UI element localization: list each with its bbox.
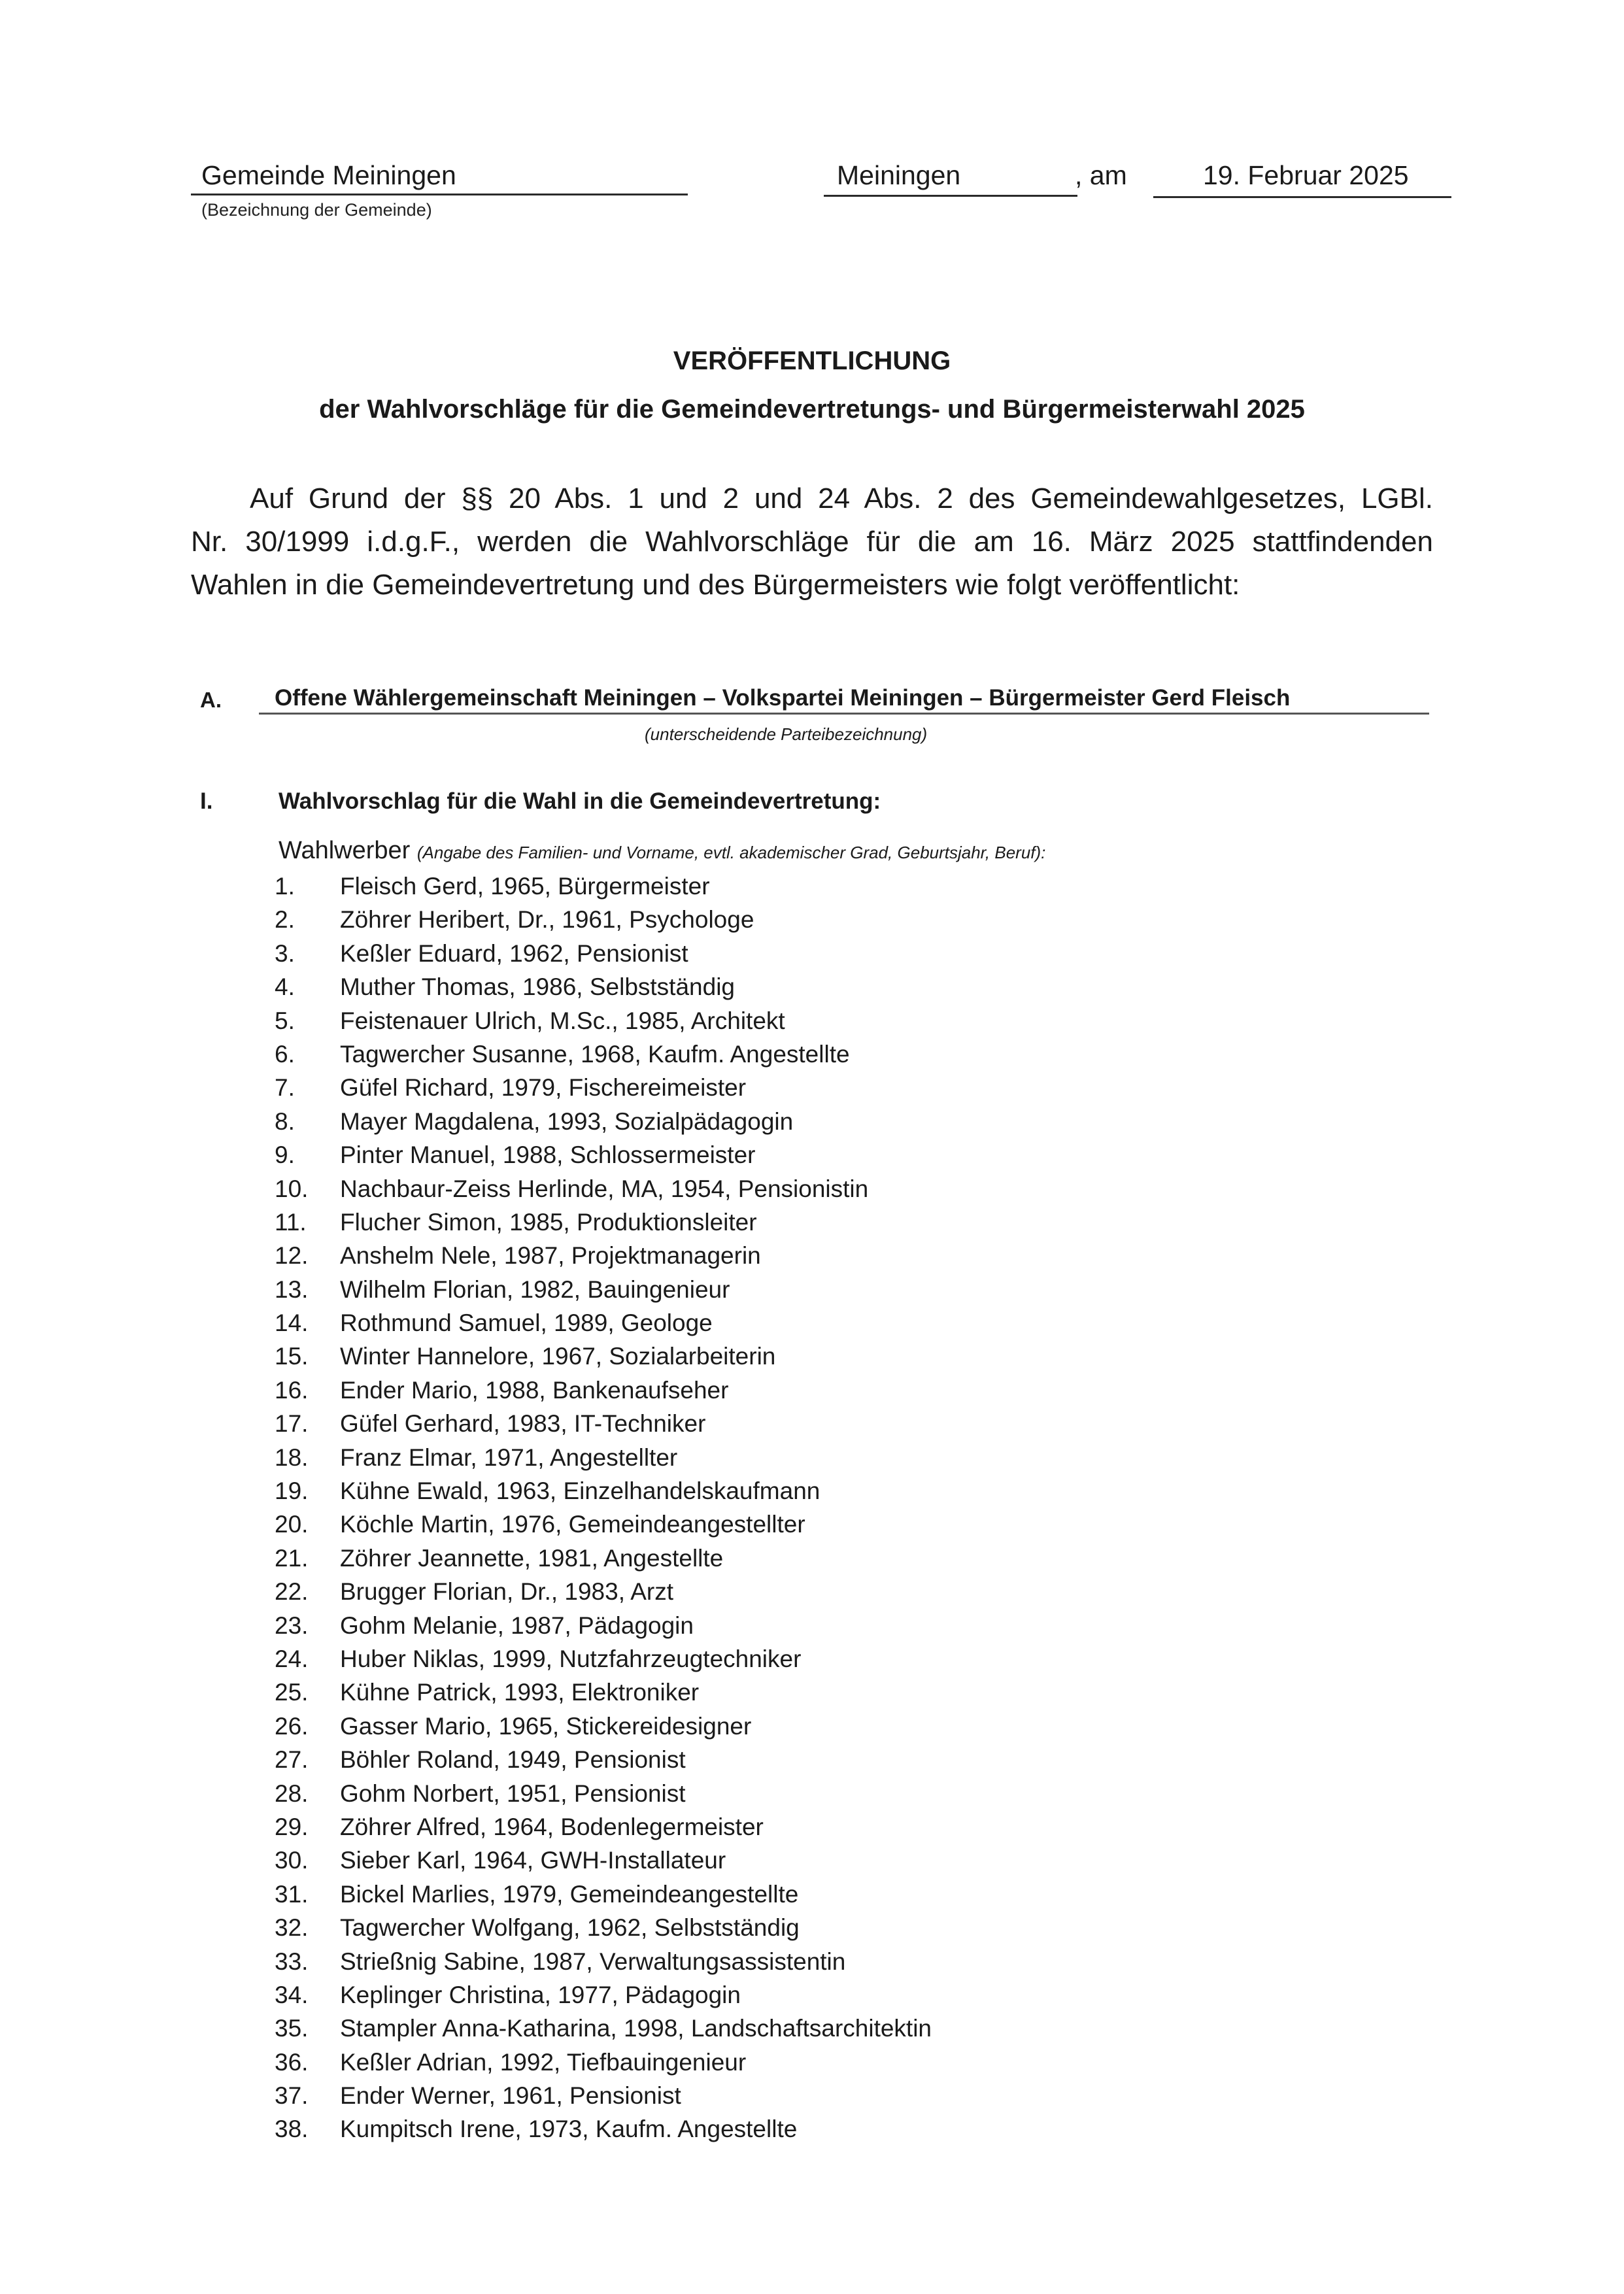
candidate-row	[275, 1340, 932, 1373]
candidate-row	[275, 1878, 932, 1911]
candidate-row	[275, 1575, 932, 1608]
candidate-row	[275, 1844, 932, 1877]
candidate-number: 14.	[275, 1309, 309, 1337]
candidate-number: 31.	[275, 1880, 309, 1908]
candidate-number: 25.	[275, 1679, 309, 1706]
candidate-row	[275, 1710, 932, 1743]
candidate-row	[275, 1306, 932, 1340]
candidate-entry: Köchle Martin, 1976, Gemeindeangestellter	[340, 1511, 805, 1538]
intro-line-1: Auf Grund der §§ 20 Abs. 1 und 2 und 24 Abs. 2 des Gemeindewahlgesetzes, LGBl.	[250, 482, 1433, 514]
party-name: Offene Wählergemeinschaft Meiningen – Volkspartei Meiningen – Bürgermeister Gerd Fleisch	[275, 685, 1291, 711]
candidate-number: 30.	[275, 1847, 309, 1874]
candidate-number: 36.	[275, 2048, 309, 2076]
candidate-row	[275, 1441, 932, 1474]
candidates-label-note: (Angabe des Familien- und Vorname, evtl. akademischer Grad, Geburtsjahr, Beruf):	[416, 843, 1046, 862]
candidate-row	[275, 1945, 932, 1978]
candidate-number: 4.	[275, 973, 295, 1001]
place-name: Meiningen	[837, 160, 961, 190]
candidate-entry: Brugger Florian, Dr., 1983, Arzt	[340, 1578, 674, 1606]
candidate-row	[275, 1676, 932, 1709]
candidate-row	[275, 1743, 932, 1776]
candidate-number: 8.	[275, 1107, 295, 1135]
candidate-row	[275, 1273, 932, 1306]
candidate-number: 18.	[275, 1443, 309, 1471]
candidate-entry: Kühne Patrick, 1993, Elektroniker	[340, 1679, 700, 1706]
candidate-number: 9.	[275, 1141, 295, 1169]
candidate-entry: Gohm Norbert, 1951, Pensionist	[340, 1780, 686, 1807]
candidate-number: 23.	[275, 1611, 309, 1639]
candidate-row	[275, 869, 932, 903]
candidate-entry: Feistenauer Ulrich, M.Sc., 1985, Architekt	[340, 1007, 785, 1034]
candidate-number: 3.	[275, 939, 295, 967]
candidate-row	[275, 1138, 932, 1172]
candidate-number: 37.	[275, 2082, 309, 2110]
candidate-number: 29.	[275, 1813, 309, 1840]
candidate-row	[275, 1911, 932, 1944]
intro-line-2: Nr. 30/1999 i.d.g.F., werden die Wahlvorschläge für die am 16. März 2025 stattfindenden	[191, 526, 1433, 558]
candidate-row	[275, 2046, 932, 2079]
candidate-row	[275, 1374, 932, 1407]
candidate-entry: Wilhelm Florian, 1982, Bauingenieur	[340, 1275, 730, 1303]
candidate-number: 6.	[275, 1040, 295, 1068]
candidate-number: 17.	[275, 1410, 309, 1438]
candidate-entry: Kumpitsch Irene, 1973, Kaufm. Angestellte	[340, 2116, 798, 2143]
candidate-entry: Nachbaur-Zeiss Herlinde, MA, 1954, Pensionistin	[340, 1175, 869, 1202]
candidate-entry: Mayer Magdalena, 1993, Sozialpädagogin	[340, 1107, 794, 1135]
candidate-entry: Keplinger Christina, 1977, Pädagogin	[340, 1981, 741, 2008]
candidates-label-text: Wahlwerber	[279, 837, 411, 864]
candidate-number: 13.	[275, 1275, 309, 1303]
document-subtitle: der Wahlvorschläge für die Gemeindevertretungs- und Bürgermeisterwahl 2025	[319, 395, 1305, 424]
candidate-entry: Huber Niklas, 1999, Nutzfahrzeugtechniker	[340, 1645, 802, 1672]
candidate-number: 16.	[275, 1376, 309, 1404]
section-a-letter: A.	[200, 688, 222, 712]
candidate-number: 12.	[275, 1242, 309, 1270]
candidate-entry: Winter Hannelore, 1967, Sozialarbeiterin	[340, 1343, 776, 1370]
section-i-heading: Wahlvorschlag für die Wahl in die Gemeindevertretung:	[279, 788, 881, 814]
candidate-row	[275, 1172, 932, 1206]
candidate-number: 7.	[275, 1074, 295, 1102]
candidate-entry: Keßler Eduard, 1962, Pensionist	[340, 939, 688, 967]
candidate-entry: Flucher Simon, 1985, Produktionsleiter	[340, 1208, 757, 1236]
candidates-label	[279, 837, 1045, 865]
date: 19. Februar 2025	[1203, 160, 1409, 190]
document-title: VERÖFFENTLICHUNG	[673, 346, 951, 375]
candidate-number: 15.	[275, 1343, 309, 1370]
candidate-entry: Ender Mario, 1988, Bankenaufseher	[340, 1376, 729, 1404]
candidate-list	[275, 869, 932, 2146]
intro-line-3: Wahlen in die Gemeindevertretung und des Bürgermeisters wie folgt veröffentlicht:	[191, 569, 1240, 601]
candidate-number: 35.	[275, 2015, 309, 2042]
candidate-entry: Pinter Manuel, 1988, Schlossermeister	[340, 1141, 756, 1169]
candidate-entry: Anshelm Nele, 1987, Projektmanagerin	[340, 1242, 761, 1270]
candidate-row	[275, 1642, 932, 1676]
candidate-entry: Kühne Ewald, 1963, Einzelhandelskaufmann	[340, 1477, 820, 1505]
candidate-entry: Fleisch Gerd, 1965, Bürgermeister	[340, 873, 710, 900]
candidate-row	[275, 1004, 932, 1037]
candidate-row	[275, 1037, 932, 1071]
candidate-entry: Gohm Melanie, 1987, Pädagogin	[340, 1611, 694, 1639]
candidate-number: 24.	[275, 1645, 309, 1672]
municipality-underline	[191, 194, 688, 195]
candidate-entry: Zöhrer Jeannette, 1981, Angestellte	[340, 1544, 724, 1572]
candidate-number: 32.	[275, 1914, 309, 1942]
candidate-row	[275, 2112, 932, 2146]
candidate-entry: Bickel Marlies, 1979, Gemeindeangestellte	[340, 1880, 799, 1908]
candidate-entry: Muther Thomas, 1986, Selbstständig	[340, 973, 735, 1001]
candidate-row	[275, 1474, 932, 1508]
candidate-number: 10.	[275, 1175, 309, 1202]
candidate-number: 21.	[275, 1544, 309, 1572]
candidate-entry: Böhler Roland, 1949, Pensionist	[340, 1746, 686, 1774]
candidate-row	[275, 1071, 932, 1104]
candidate-number: 22.	[275, 1578, 309, 1606]
candidate-row	[275, 1105, 932, 1138]
candidate-row	[275, 1407, 932, 1440]
candidate-entry: Sieber Karl, 1964, GWH-Installateur	[340, 1847, 726, 1874]
am-text: , am	[1075, 160, 1127, 190]
candidate-entry: Keßler Adrian, 1992, Tiefbauingenieur	[340, 2048, 747, 2076]
candidate-row	[275, 1810, 932, 1844]
candidate-entry: Zöhrer Heribert, Dr., 1961, Psychologe	[340, 906, 754, 934]
candidate-entry: Ender Werner, 1961, Pensionist	[340, 2082, 681, 2110]
candidate-entry: Stampler Anna-Katharina, 1998, Landschaftsarchitektin	[340, 2015, 932, 2042]
candidate-number: 33.	[275, 1948, 309, 1975]
municipality-name: Gemeinde Meiningen	[201, 160, 456, 190]
candidate-row	[275, 1542, 932, 1575]
candidate-row	[275, 1239, 932, 1272]
municipality-label: (Bezeichnung der Gemeinde)	[201, 200, 432, 220]
candidate-row	[275, 1508, 932, 1541]
candidate-entry: Gasser Mario, 1965, Stickereidesigner	[340, 1712, 752, 1740]
candidate-number: 27.	[275, 1746, 309, 1774]
candidate-row	[275, 1777, 932, 1810]
candidate-number: 1.	[275, 873, 295, 900]
candidate-entry: Güfel Gerhard, 1983, IT-Techniker	[340, 1410, 706, 1438]
candidate-entry: Tagwercher Wolfgang, 1962, Selbstständig	[340, 1914, 800, 1942]
party-label: (unterscheidende Parteibezeichnung)	[645, 724, 928, 744]
candidate-row	[275, 2079, 932, 2112]
candidate-entry: Güfel Richard, 1979, Fischereimeister	[340, 1074, 747, 1102]
candidate-row	[275, 970, 932, 1004]
candidate-row	[275, 2012, 932, 2045]
candidate-entry: Rothmund Samuel, 1989, Geologe	[340, 1309, 713, 1337]
party-underline	[259, 713, 1429, 715]
candidate-number: 2.	[275, 906, 295, 934]
candidate-number: 38.	[275, 2116, 309, 2143]
candidate-entry: Strießnig Sabine, 1987, Verwaltungsassistentin	[340, 1948, 846, 1975]
intro-paragraph	[191, 477, 1433, 607]
candidate-number: 34.	[275, 1981, 309, 2008]
candidate-row	[275, 1978, 932, 2012]
section-i-numeral: I.	[200, 788, 213, 814]
candidate-number: 26.	[275, 1712, 309, 1740]
candidate-entry: Zöhrer Alfred, 1964, Bodenlegermeister	[340, 1813, 764, 1840]
candidate-row	[275, 903, 932, 936]
candidate-row	[275, 1206, 932, 1239]
date-underline	[1153, 196, 1451, 198]
candidate-row	[275, 1609, 932, 1642]
candidate-number: 28.	[275, 1780, 309, 1807]
candidate-number: 5.	[275, 1007, 295, 1034]
candidate-number: 20.	[275, 1511, 309, 1538]
candidate-number: 11.	[275, 1208, 307, 1236]
candidate-entry: Franz Elmar, 1971, Angestellter	[340, 1443, 678, 1471]
candidate-entry: Tagwercher Susanne, 1968, Kaufm. Angestellte	[340, 1040, 850, 1068]
place-underline	[824, 195, 1077, 197]
candidate-row	[275, 937, 932, 970]
candidate-number: 19.	[275, 1477, 309, 1505]
